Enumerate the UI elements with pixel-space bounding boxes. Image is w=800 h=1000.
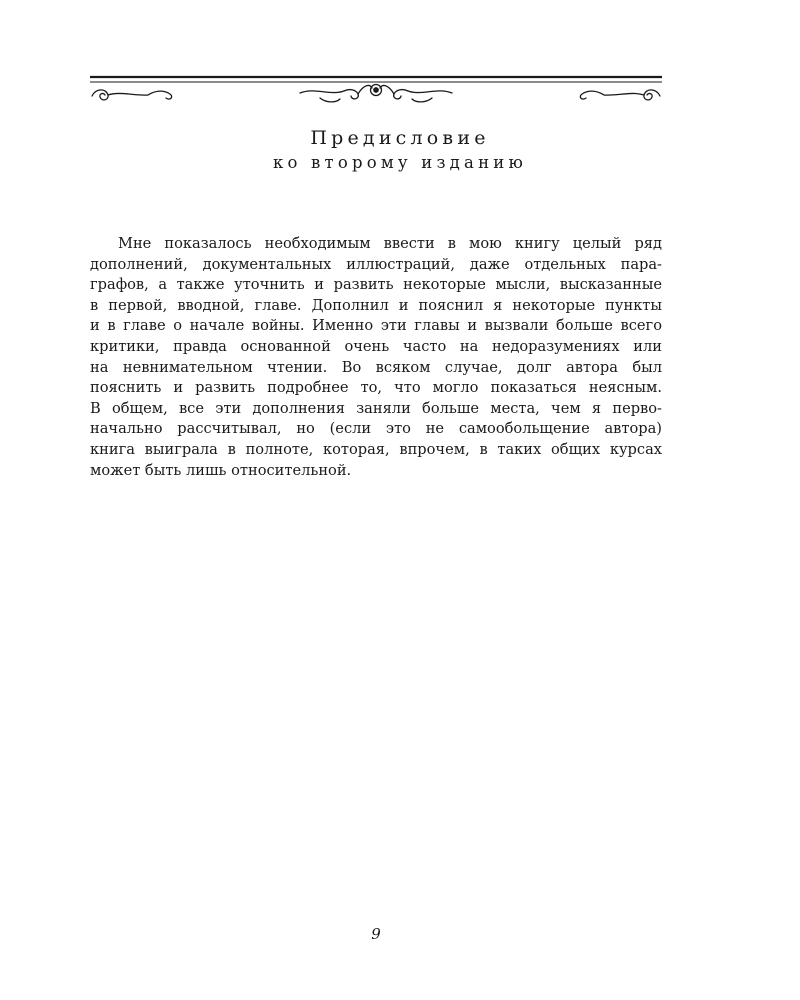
page-number: 9 — [371, 925, 381, 943]
paragraph-line: и в главе о начале войны. Именно эти главы и вызвали больше всего — [90, 317, 662, 335]
paragraph-line: Мне показалось необходимым ввести в мою книгу целый ряд — [118, 235, 662, 252]
paragraph-line: может быть лишь относительной. — [90, 461, 352, 479]
paragraph-line: на невнимательном чтении. Во всяком случае, долг автора был — [90, 358, 662, 376]
body-paragraph — [90, 234, 662, 481]
paragraph-line: пояснить и развить подробнее то, что могло показаться неясным. — [90, 379, 662, 397]
paragraph-line: дополнений, документальных иллюстраций, даже отдельных пара- — [90, 255, 662, 273]
chapter-subtitle: ко второму изданию — [272, 153, 528, 172]
paragraph-line: В общем, все эти дополнения заняли больше места, чем я перво- — [90, 399, 662, 417]
paragraph-line: начально рассчитывал, но (если это не самообольщение автора) — [90, 420, 662, 438]
paragraph-line: в первой, вводной, главе. Дополнил и пояснил я некоторые пункты — [90, 296, 662, 314]
paragraph-line: книга выиграла в полноте, которая, впрочем, в таких общих курсах — [90, 440, 662, 458]
header-ornament — [90, 74, 662, 108]
paragraph-line: критики, правда основанной очень часто на недоразумениях или — [90, 337, 662, 355]
chapter-title: Предисловие — [310, 127, 490, 149]
paragraph-line: графов, а также уточнить и развить некоторые мысли, высказанные — [90, 276, 662, 294]
